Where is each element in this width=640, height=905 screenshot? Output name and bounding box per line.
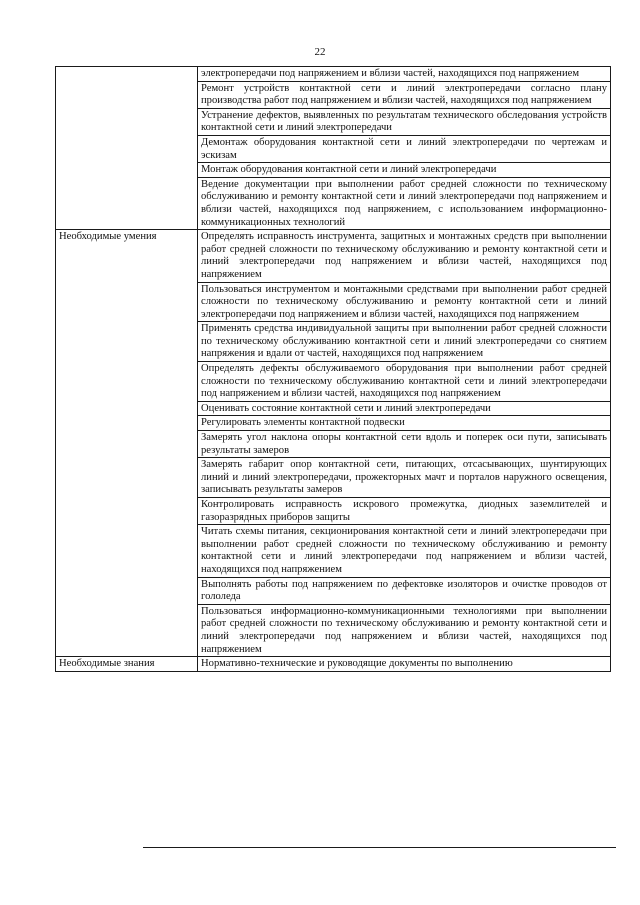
- requirement-text: Замерять габарит опор контактной сети, питающих, отсасывающих, шунтирующих линий и линий электропередачи, прожекторных мачт и порталов наружного освещения, записывать результаты замеров: [198, 458, 611, 498]
- requirement-text: Контролировать исправность искрового промежутка, диодных заземлителей и газоразрядных приборов защиты: [198, 498, 611, 525]
- requirement-text: Ремонт устройств контактной сети и линий электропередачи согласно плану производства работ под напряжением и вблизи частей, находящихся под напряжением: [198, 81, 611, 108]
- requirement-text: Определять исправность инструмента, защитных и монтажных средств при выполнении работ средней сложности по техническому обслуживанию и ремонту контактной сети и линий электропередачи под напряжением и вблизи частей, находящихся под напряжением: [198, 230, 611, 282]
- row-group-label: Необходимые умения: [56, 230, 198, 657]
- requirement-text: Определять дефекты обслуживаемого оборудования при выполнении работ средней сложности по техническому обслуживанию контактной сети и линий электропередачи под напряжением и вблизи частей, находящихся под напряжением: [198, 362, 611, 402]
- requirement-text: Устранение дефектов, выявленных по результатам технического обследования устройств контактной сети и линий электропередачи: [198, 108, 611, 135]
- requirement-text: Замерять угол наклона опоры контактной сети вдоль и поперек оси пути, записывать результаты замеров: [198, 431, 611, 458]
- requirements-table: [55, 66, 611, 672]
- table-body: [56, 67, 611, 672]
- requirement-text: электропередачи под напряжением и вблизи частей, находящихся под напряжением: [198, 67, 611, 82]
- requirement-text: Пользоваться инструментом и монтажными средствами при выполнении работ средней сложности по техническому обслуживанию и ремонту контактной сети и линий электропередачи под напряжением и вблизи частей, находящихся под напряжением: [198, 282, 611, 322]
- requirement-text: Читать схемы питания, секционирования контактной сети и линий электропередачи при выполнении работ средней сложности по техническому обслуживанию и ремонту контактной сети и линий электропередачи под напряжением и вблизи частей, находящихся под напряжением: [198, 525, 611, 577]
- requirement-text: Монтаж оборудования контактной сети и линий электропередачи: [198, 163, 611, 178]
- requirement-text: Регулировать элементы контактной подвески: [198, 416, 611, 431]
- requirement-text: Ведение документации при выполнении работ средней сложности по техническому обслуживанию и ремонту контактной сети и линий электропередачи под напряжением и вблизи частей, находящихся под напряжением, с использованием информационно-коммуникационных технологий: [198, 177, 611, 229]
- requirement-text: Выполнять работы под напряжением по дефектовке изоляторов и очистке проводов от гололеда: [198, 577, 611, 604]
- row-group-label: [56, 67, 198, 230]
- requirement-text: Пользоваться информационно-коммуникационными технологиями при выполнении работ средней сложности по техническому обслуживанию и ремонту контактной сети и линий электропередачи под напряжением и вблизи частей, находящихся под напряжением: [198, 604, 611, 656]
- page-number: 22: [314, 46, 326, 58]
- table-row: [56, 67, 611, 82]
- page-bottom-rule: [143, 847, 616, 848]
- requirement-text: Демонтаж оборудования контактной сети и линий электропередачи по чертежам и эскизам: [198, 135, 611, 162]
- requirement-text: Применять средства индивидуальной защиты при выполнении работ средней сложности по техническому обслуживанию контактной сети и линий электропередачи со снятием напряжения и вдали от частей, находящихся под напряжением: [198, 322, 611, 362]
- row-group-label: Необходимые знания: [56, 657, 198, 672]
- requirement-text: Оценивать состояние контактной сети и линий электропередачи: [198, 401, 611, 416]
- table-row: [56, 657, 611, 672]
- requirement-text: Нормативно-технические и руководящие документы по выполнению: [198, 657, 611, 672]
- table-row: [56, 230, 611, 282]
